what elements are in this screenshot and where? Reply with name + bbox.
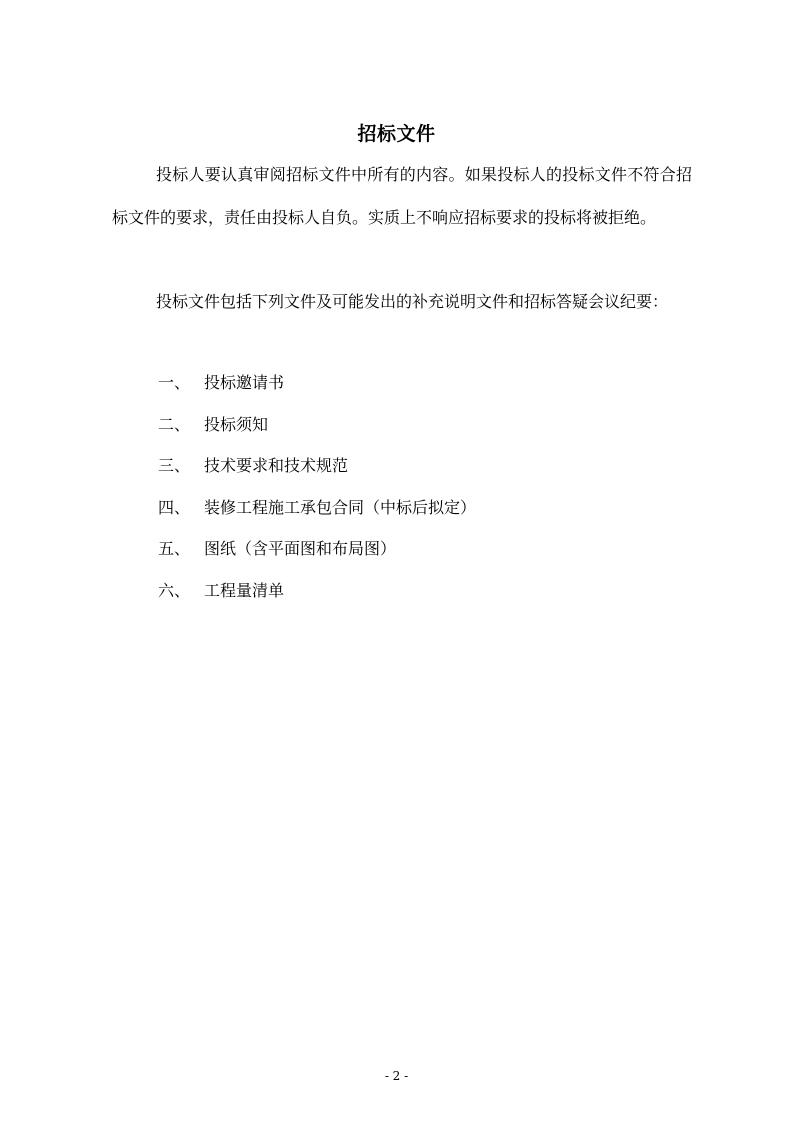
list-item-number: 一、	[158, 373, 191, 392]
list-item-text: 投标邀请书	[204, 373, 285, 392]
list-item-number: 四、	[158, 497, 191, 517]
paragraph-review-notice: 投标人要认真审阅招标文件中所有的内容。如果投标人的投标文件不符合招标文件的要求，责任由投标人自负。实质上不响应招标要求的投标将被拒绝。	[112, 165, 692, 227]
list-item-text: 图纸（含平面图和布局图）	[204, 539, 397, 558]
list-item	[158, 445, 476, 487]
paragraph-bid-contents: 投标文件包括下列文件及可能发出的补充说明文件和招标答疑会议纪要：	[156, 292, 669, 311]
list-item-number: 二、	[158, 414, 191, 434]
list-item	[158, 570, 476, 612]
list-item	[158, 487, 476, 529]
list-item-number: 五、	[158, 539, 191, 558]
list-item-text: 装修工程施工承包合同（中标后拟定）	[204, 497, 477, 517]
bid-document-list	[158, 362, 476, 611]
list-item-text: 投标须知	[204, 414, 269, 434]
page-number: - 2 -	[384, 1069, 409, 1083]
list-item	[158, 528, 476, 570]
list-item-number: 三、	[158, 456, 191, 475]
list-item	[158, 362, 476, 404]
list-item-number: 六、	[158, 580, 191, 600]
list-item	[158, 404, 476, 446]
list-item-text: 技术要求和技术规范	[204, 456, 349, 475]
list-item-text: 工程量清单	[204, 580, 285, 600]
page-title: 招标文件	[357, 123, 436, 145]
